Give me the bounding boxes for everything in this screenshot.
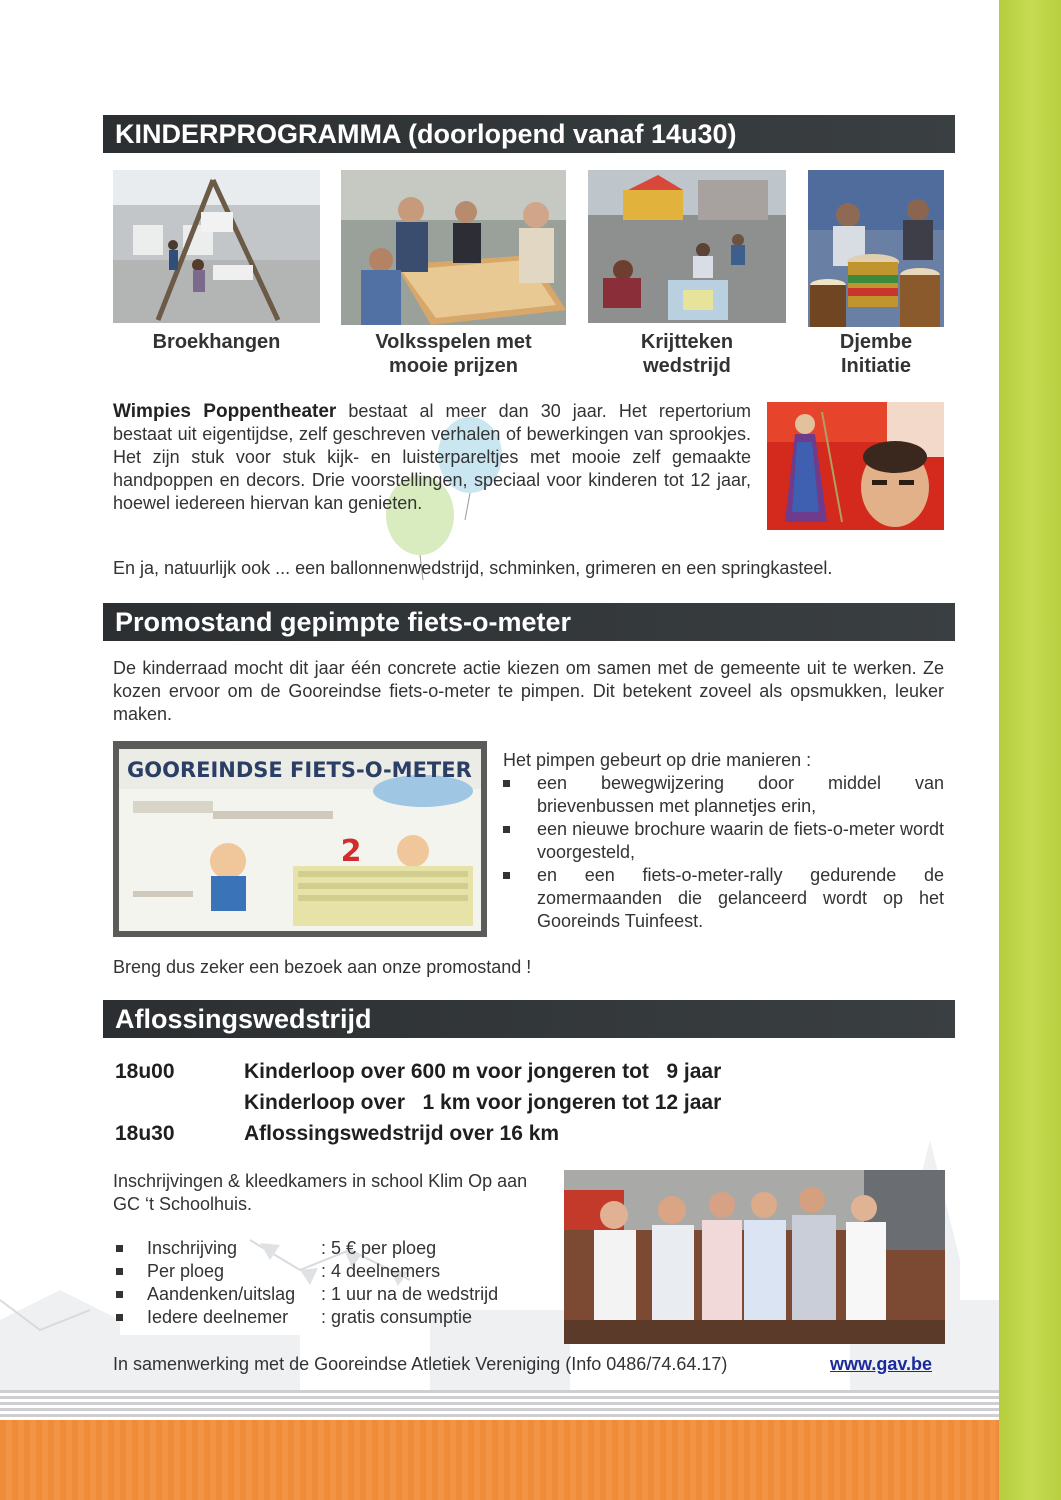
photo-volksspelen xyxy=(341,170,566,325)
section-title: Promostand gepimpte fiets-o-meter xyxy=(115,607,572,637)
bullet-square-icon xyxy=(503,826,510,833)
registration-value: : gratis consumptie xyxy=(321,1307,473,1327)
list-item-text: een nieuwe brochure waarin de fiets-o-meter wordt voorgesteld, xyxy=(537,819,944,862)
section-header-kinderprogramma xyxy=(103,115,955,153)
promo-intro: De kinderraad mocht dit jaar één concrete actie kiezen om samen met de gemeente uit te werken. Ze kozen ervoor om de Gooreindse fiets-o-meter te pimpen. Dit betekent zoveel als opsmukken, leuker maken. xyxy=(113,658,944,724)
registration-key: Aandenken/uitslag xyxy=(147,1284,296,1304)
schedule-event-1: Kinderloop over 600 m voor jongeren tot 9 jaar xyxy=(244,1060,722,1083)
photo-team-runners xyxy=(564,1170,945,1344)
schedule-time-1: 18u00 xyxy=(115,1060,175,1083)
caption-broekhangen xyxy=(113,330,320,354)
ways-list xyxy=(503,772,944,933)
gav-website-link[interactable]: www.gav.be xyxy=(830,1354,933,1374)
gray-stripe-band xyxy=(0,1390,999,1418)
bullet-square-icon xyxy=(116,1291,123,1298)
orange-footer-band xyxy=(0,1420,999,1500)
registration-value: : 4 deelnemers xyxy=(321,1261,441,1281)
caption-line-2: mooie prijzen xyxy=(389,355,518,377)
section-header-promostand xyxy=(103,603,955,641)
schedule-event-3: Aflossingswedstrijd over 16 km xyxy=(244,1122,560,1145)
list-item-text: en een fiets-o-meter-rally gedurende de zomermaanden die gelanceerd wordt op het Gooreinds Tuinfeest. xyxy=(537,865,944,931)
caption-line-1: Djembe xyxy=(839,331,913,353)
bullet-square-icon xyxy=(503,780,510,787)
extras-line: En ja, natuurlijk ook ... een ballonnenwedstrijd, schminken, grimeren en een springkasteel. xyxy=(113,558,833,578)
section-header-aflossingswedstrijd xyxy=(103,1000,955,1038)
list-item xyxy=(503,864,944,933)
sign-badge: 2 xyxy=(340,834,362,869)
registration-key: Inschrijving xyxy=(147,1238,238,1258)
poppentheater-brand: Wimpies Poppentheater xyxy=(113,401,337,422)
registration-value: : 5 € per ploeg xyxy=(321,1238,437,1258)
caption-volksspelen xyxy=(341,330,566,378)
green-side-strip xyxy=(999,0,1061,1500)
sign-title: GOOREINDSE FIETS-O-METER xyxy=(127,758,472,782)
ways-intro: Het pimpen gebeurt op drie manieren : xyxy=(503,750,812,770)
caption-djembe xyxy=(808,330,944,378)
schedule-time-3: 18u30 xyxy=(115,1122,175,1145)
schedule-event-2: Kinderloop over 1 km voor jongeren tot 12 jaar xyxy=(244,1091,722,1114)
photo-fiets-o-meter-sign xyxy=(113,741,487,937)
bullet-square-icon xyxy=(116,1245,123,1252)
caption-krijttekenen xyxy=(588,330,786,378)
bullet-square-icon xyxy=(116,1314,123,1321)
caption-line-2: Initiatie xyxy=(840,355,911,377)
list-item xyxy=(503,818,944,864)
photo-poppentheater xyxy=(767,402,944,530)
caption-line-1: Volksspelen met xyxy=(375,331,532,353)
photo-djembe xyxy=(808,170,944,327)
photo-broekhangen xyxy=(113,170,320,323)
section-title: KINDERPROGRAMMA (doorlopend vanaf 14u30) xyxy=(115,119,737,149)
registration-key: Per ploeg xyxy=(147,1261,225,1281)
poppentheater-paragraph xyxy=(113,400,751,515)
bullet-square-icon xyxy=(116,1268,123,1275)
promo-closing: Breng dus zeker een bezoek aan onze promostand ! xyxy=(113,957,532,977)
photo-krijttekenen xyxy=(588,170,786,323)
registration-value: : 1 uur na de wedstrijd xyxy=(321,1284,499,1304)
list-item-text: een bewegwijzering door middel van brievenbussen met plannetjes erin, xyxy=(537,773,944,816)
caption-line-1: Krijtteken xyxy=(640,331,734,353)
list-item xyxy=(503,772,944,818)
bullet-square-icon xyxy=(503,872,510,879)
footer-credit: In samenwerking met de Gooreindse Atletiek Vereniging (Info 0486/74.64.17) xyxy=(113,1354,728,1374)
registration-key: Iedere deelnemer xyxy=(147,1307,289,1327)
registration-intro: Inschrijvingen & kleedkamers in school Klim Op aan GC ‘t Schoolhuis. xyxy=(113,1171,528,1214)
poppentheater-text: bestaat al meer dan 30 jaar. Het repertorium bestaat uit eigentijdse, zelf geschreven verhalen of bewerkingen van sprookjes. Het zijn stuk voor stuk kijk- en luisterpareltjes met mooie zelf gemaakte handpoppen en decors. Drie voorstellingen, speciaal voor kinderen tot 12 jaar, hoewel iedereen hiervan kan genieten. xyxy=(113,401,751,513)
caption-line-2: wedstrijd xyxy=(643,355,731,377)
section-title: Aflossingswedstrijd xyxy=(115,1004,372,1034)
caption-line-1: Broekhangen xyxy=(152,331,281,353)
